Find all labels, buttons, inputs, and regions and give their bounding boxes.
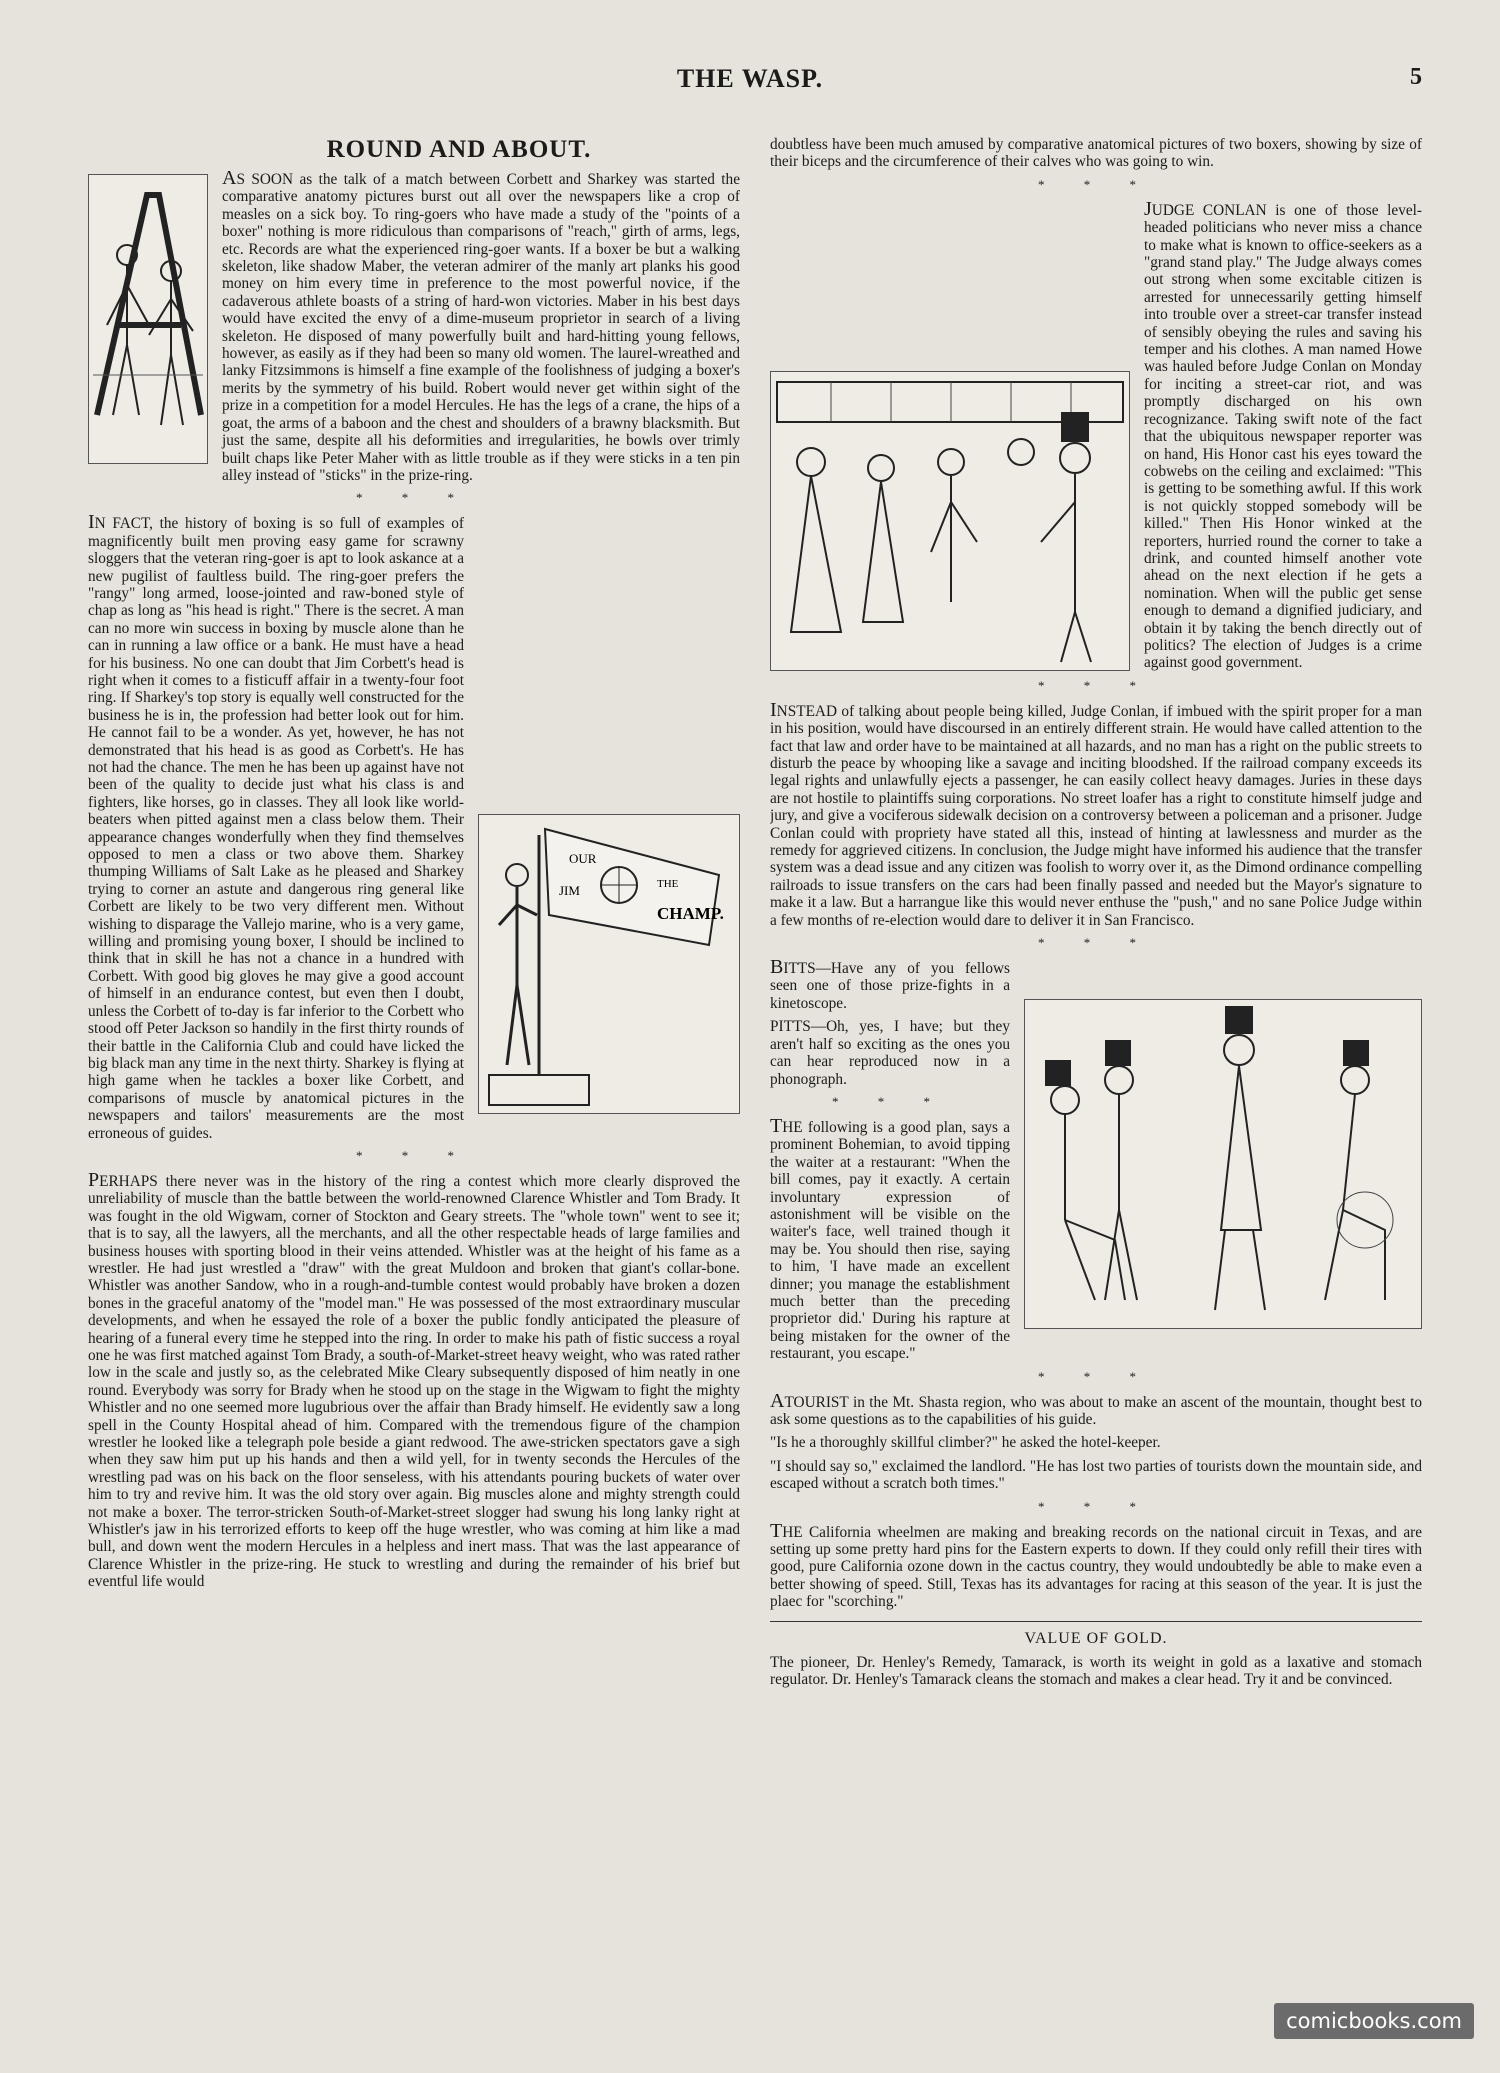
- illustration-boxer-flag: [478, 814, 740, 1114]
- initial-letter: J: [1144, 197, 1152, 220]
- paragraph-text: UDGE CONLAN is one of those level-headed politicians who never miss a chance to make what is known to office-seekers as a "grand stand play." The Judge always comes out strong when some excitable citizen is arrested for unnecessarily getting himself into trouble over a street-car transfer instead of sensibly obeying the rules and saving his temper and his clothes. A man named Howe was hauled before Judge Conlan on Monday for inciting a street-car riot, and was promptly discharged on his own recognizance. Taking swift note of the fact that the ubiquitous newspaper reporter was on hand, His Honor cast his eyes toward the cobwebs on the ceiling and exclaimed: "This is getting to be something awful. If this work is not quickly stopped somebody will be killed." Then His Honor winked at the reporters, hurried round the corner to take a drink, and counted himself another vote ahead on the next election if he gets a nomination. When will the public get sense enough to demand a dignified judiciary, and obtain it by taking the bench directly out of politics? The election of Judges is a crime against good government.: [1144, 201, 1422, 672]
- top-hats-drawing: [1025, 1000, 1421, 1328]
- paragraph: [88, 1168, 740, 1591]
- paragraph: "Is he a thoroughly skillful climber?" he asked the hotel-keeper.: [770, 1434, 1161, 1452]
- left-column: [88, 136, 740, 1966]
- paragraph: [770, 698, 1422, 929]
- right-column: [770, 136, 1422, 1966]
- paragraph-text: HE California wheelmen are making and breaking records on the national circuit in Texas, and are setting up some pretty hard pins for the Eastern experts to down. If they could only refill their tires with good, pure California ozone down in the cactus country, they would undoubtedly be able to make even a better showing of speed. Still, Texas has its advantages for racing at this season of the year. It is just the plaec for "scorching.": [770, 1523, 1422, 1611]
- paragraph-text: ITTS—Have any of you fellows seen one of those prize-fights in a kinetoscope.: [770, 960, 1010, 1012]
- initial-letter: A: [770, 1389, 785, 1412]
- section-divider: * * *: [832, 1093, 948, 1109]
- section-divider: * * *: [1038, 677, 1154, 693]
- paragraph: "I should say so," exclaimed the landlord. "He has lost two parties of tourists down the mountain side, and escaped without a scratch both times.": [770, 1457, 1422, 1493]
- watermark: comicbooks.com: [1274, 2003, 1474, 2039]
- paragraph-text: TOURIST in the Mt. Shasta region, who was about to make an ascent of the mountain, thought best to ask some questions as to the capabilities of his guide.: [770, 1393, 1422, 1428]
- illustration-two-men-initial-a: [88, 174, 208, 464]
- article-title: ROUND AND ABOUT.: [326, 136, 592, 163]
- page-number: 5: [1410, 64, 1422, 90]
- ad-body: The pioneer, Dr. Henley's Remedy, Tamarack, is worth its weight in gold as a laxative and stomach regulator. Dr. Henley's Tamarack cleans the stomach and makes a clear head. Try it and be convinced.: [770, 1653, 1422, 1689]
- section-divider: * * *: [356, 490, 472, 506]
- initial-letter: A: [222, 167, 237, 189]
- illustration-drawing: [89, 175, 207, 463]
- initial-letter: T: [770, 1114, 783, 1137]
- section-divider: * * *: [1038, 1368, 1154, 1384]
- section-divider: * * *: [356, 1147, 472, 1163]
- paragraph: [770, 1389, 1422, 1429]
- flag-text-our: OUR: [569, 851, 597, 867]
- flag-text-champ: CHAMP.: [657, 904, 724, 924]
- initial-letter: I: [88, 511, 95, 534]
- paragraph: doubtless have been much amused by comparative anatomical pictures of two boxers, showing by size of their biceps and the circumference of their calves who was going to win.: [770, 136, 1422, 171]
- paragraph-text: ERHAPS there never was in the history of the ring a contest which more clearly disproved the unreliability of muscle than the battle between the world-renowned Clarence Whistler and Tom Brady. It was fought in the old Wigwam, corner of Stockton and Geary streets. The "whole town" went to see it; that is to say, all the lawyers, all the merchants, and all the other respectable heads of large families and business houses with sporting blood in their veins attended. Whistler was at the height of his fame as a wrestler. He had just wrestled a "draw" with the great Muldoon and broken that giant's collar-bone. Whistler was another Sandow, who in a rough-and-tumble contest would probably have broken a dozen bones in the graceful anatomy of the "model man." He was possessed of the most extraordinary muscular developments, and when he essayed the role of a boxer the public fondly anticipated the pleasure of hearing of a funeral every time he stepped into the ring. In order to make his path of fistic success a royal one he was first matched against Tom Brady, a south-of-Market-street heavy weight, who was rated rather low in the scale and justly so, as the celebrated Mike Cleary subsequently disposed of him neatly in one round. Everybody was sorry for Brady when he stood up on the stage in the Wigwam to fight the mighty Whistler and no one seemed more lugubrious over the affair than Brady himself. He evidently saw a long spell in the County Hospital ahead of him. Compared with the tremendous figure of the champion wrestler he looked like a telegraph pole beside a giant redwood. The awe-stricken spectators gave a sigh when they saw him put up his hands and then a wild yell, for in twenty seconds the Hercules of the wrestling pad was on his back on the floor senseless, with his attendants pouring buckets of water over him to try and revive him. It was the old story over again. Big muscles alone and mighty strength could not make a boxer. The terror-stricken South-of-Market-street slogger had swung his long lanky right at Whistler's jaw in his terrorized efforts to keep off the huge wrestler, who was coming at him like a mad bull, and down went the modern Hercules in a helpless and inert mass. That was the last appearance of Clarence Whistler in the prize-ring. He stuck to wrestling and during the remainder of his brief but eventful life would: [88, 1172, 740, 1591]
- initial-letter: I: [770, 698, 777, 721]
- paragraph-text: S SOON as the talk of a match between Corbett and Sharkey was started the comparative anatomy pictures burst out all over the newspapers like a crop of measles on a sick boy. To ring-goers who have made a study of the "points of a boxer" nothing is more ridiculous than comparisons of "reach," girth of arms, legs, etc. Records are what the experienced ring-goer wants. If a boxer be but a walking skeleton, like shadow Maber, the veteran admirer of the manly art planks his good money on him every time in preference to the most powerful novice, if the cadaverous athlete boasts of a string of hard-won victories. Maber in his best days would have excited the envy of a dime-museum proprietor in search of a living skeleton. He disposed of many powerfully built and hard-hitting young fellows, however, as easily as if they had been so many old women. The laurel-wreathed and lanky Fitzsimmons is himself a fine example of the foolishness of judging a boxer's merits by the symmetry of his build. Robert would never get within sight of the prize in a competition for a model Hercules. He has the legs of a crane, the hips of a goat, the arms of a baboon and the chest and shoulders of a brawny blacksmith. But just the same, despite all his deformities and irregularities, he bowls over trimly built chaps like Peter Maher with as little trouble as if they were sticks in a ten pin alley instead of "sticks" in the prize-ring.: [222, 171, 740, 484]
- paragraph: PITTS—Oh, yes, I have; but they aren't half so exciting as the ones you can hear reproduced now in a phonograph.: [770, 1018, 1010, 1088]
- section-divider: * * *: [1038, 176, 1154, 192]
- initial-letter: P: [88, 1168, 100, 1191]
- ad-divider: [770, 1621, 1422, 1622]
- illustration-streetcar-crowd: [770, 371, 1130, 671]
- ad-title: VALUE OF GOLD.: [1024, 1629, 1168, 1647]
- masthead-title: THE WASP.: [676, 64, 824, 93]
- paragraph-text: N FACT, the history of boxing is so full of examples of magnificently built men proving easy game for scrawny sloggers that the veteran ring-goer is apt to look askance at a new pugilist of faultless build. The ring-goer prefers the "rangy" long armed, loose-jointed and raw-boned style of chap as long as "his head is right." There is the secret. A man can no more win success in boxing by muscle alone than he can in running a law office or a bank. He must have a head for his business. No one can doubt that Jim Corbett's head is right when it comes to a fisticuff affair in a twenty-four foot ring. If Sharkey's top story is equally well constructed for the business he is in, the profession had better look out for him. He cannot fail to be a wonder. As yet, however, he has not demonstrated that his head is as good as Corbett's. He has not had the chance. The men he has been up against have not been of the quality to decide just what his class is and fighters, like horses, go in classes. They all look like world-beaters when pitted against men a class below them. Their appearance changes wonderfully when they find themselves opposed to men a class or two above them. Sharkey thumping Williams of Salt Lake as he pleased and Sharkey trying to corner an astute and dangerous ring general like Corbett are likely to be two very different men. Without wishing to disparage the Vallejo marine, who is a very game, willing and promising young boxer, I should be inclined to think that in skill he has not a chance in a hundred with Corbett. With good big gloves he may give a good account of himself in an endurance contest, but even then I doubt, unless the Corbett of to-day is far inferior to the Corbett who stood off Peter Jackson so handily in the first thirty rounds of their battle in the California Club and could have licked the big black man any time in the next thirty. Sharkey is flying at high game when he tackles a boxer like Corbett, and comparisons of muscle by anatomical pictures in the newspapers and tailors' measurements are the most erroneous of guides.: [88, 515, 464, 1142]
- section-divider: * * *: [1038, 935, 1154, 951]
- paragraph-text: NSTEAD of talking about people being killed, Judge Conlan, if imbued with the spirit proper for a man in his position, would have discoursed in an entirely different strain. He would have called attention to the fact that law and order have to be maintained at all hazards, and no man has a right on the public streets to disturb the peace by whooping like a savage and inciting bloodshed. If the railroad company exceeds its legal rights and unlawfully ejects a passenger, he can easily collect heavy damages. Juries in these days are not hostile to plaintiffs suing corporations. No street loafer has a right to constitute himself judge and jury, and give a vociferous sidewalk decision on a controversy between a policeman and a prisoner. Judge Conlan could with propriety have stated all this, instead of hinting at lawlessness and murder as the remedy for aggrieved citizens. In conclusion, the Judge might have informed his audience that the transfer system was a dead issue and any citizen was foolish to worry over it, as the Dimond ordinance compelling railroads to issue transfers on the cars had been finally passed and needed but the Mayor's signature to make it a law. But a harrangue like this would never enthuse the "push," and no sane Police Judge within a few months of re-election would dare to deliver it in San Francisco.: [770, 702, 1422, 929]
- paragraph-text: HE following is a good plan, says a prominent Bohemian, to avoid tipping the waiter at a restaurant: "When the bill comes, pay it exactly. A certain involuntary expression of astonishment will be visible on the waiter's face, well trained though it may be. You should then rise, saying to him, 'I have made an excellent dinner; you manage the establishment much better than the preceding proprietor did.' During his rapture at being mistaken for the owner of the restaurant, you escape.": [770, 1118, 1010, 1363]
- paragraph: [770, 1519, 1422, 1611]
- flag-text-the: THE: [657, 878, 679, 891]
- flag-text-jim: JIM: [559, 883, 580, 899]
- illustration-men-in-top-hats: [1024, 999, 1422, 1329]
- initial-letter: B: [770, 956, 784, 979]
- flag-drawing: [479, 815, 739, 1113]
- section-divider: * * *: [1038, 1498, 1154, 1514]
- initial-letter: T: [770, 1519, 783, 1542]
- streetcar-drawing: [771, 372, 1129, 670]
